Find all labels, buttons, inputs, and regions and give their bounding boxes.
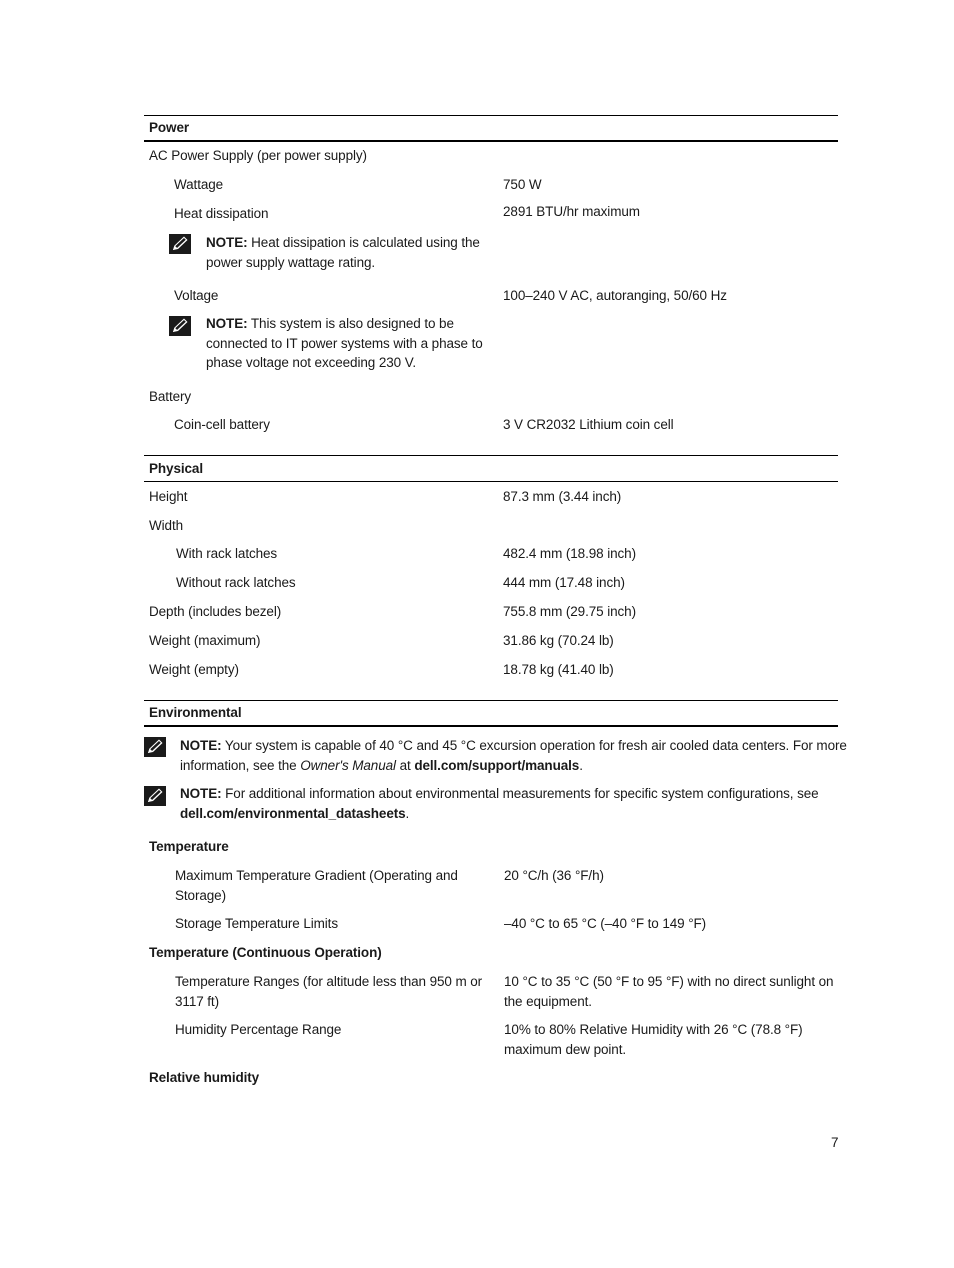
- note-text-at: at: [395, 757, 415, 773]
- wattage-label: Wattage: [174, 177, 224, 192]
- note-text-end: .: [579, 757, 583, 773]
- storage-limits-value: –40 °C to 65 °C (–40 °F to 149 °F): [504, 916, 707, 931]
- note-prefix: NOTE:: [206, 235, 248, 250]
- note-prefix: NOTE:: [180, 786, 222, 801]
- battery-label: Battery: [149, 389, 192, 404]
- note-text-line1: This system is also designed to be: [247, 316, 454, 331]
- wattage-value: 750 W: [503, 177, 542, 192]
- weight-max-value: 31.86 kg (70.24 lb): [503, 633, 614, 648]
- note-pencil-icon: [144, 737, 166, 757]
- voltage-label: Voltage: [174, 288, 219, 303]
- note-voltage: [206, 314, 483, 373]
- note-pencil-icon: [169, 316, 191, 336]
- power-heading: Power: [149, 120, 190, 135]
- note-text-line2: information, see the: [180, 757, 301, 773]
- gradient-label-line2: Storage): [175, 887, 226, 903]
- ranges-value-line2: the equipment.: [504, 993, 592, 1009]
- note-excursion: [180, 736, 847, 775]
- section-heading-rule: [144, 725, 838, 727]
- environmental-heading: Environmental: [149, 705, 242, 720]
- section-top-rule: [144, 115, 838, 116]
- depth-value: 755.8 mm (29.75 inch): [503, 604, 636, 619]
- temperature-heading: Temperature: [149, 839, 229, 854]
- weight-empty-value: 18.78 kg (41.40 lb): [503, 662, 614, 677]
- heat-label: Heat dissipation: [174, 206, 269, 221]
- relative-humidity-heading: Relative humidity: [149, 1070, 260, 1085]
- ranges-label-line2: 3117 ft): [175, 993, 219, 1009]
- note-pencil-icon: [144, 786, 166, 806]
- note-text-line1: Heat dissipation is calculated using the: [247, 235, 480, 250]
- without-latches-value: 444 mm (17.48 inch): [503, 575, 625, 590]
- gradient-value: 20 °C/h (36 °F/h): [504, 868, 604, 883]
- humidity-value-line2: maximum dew point.: [504, 1041, 626, 1057]
- temperature-ranges-value: [504, 972, 833, 1011]
- humidity-range-label: Humidity Percentage Range: [175, 1022, 342, 1037]
- note-text-line2: power supply wattage rating.: [206, 254, 376, 270]
- note-text-line3: phase voltage not exceeding 230 V.: [206, 355, 417, 370]
- height-label: Height: [149, 489, 188, 504]
- weight-empty-label: Weight (empty): [149, 662, 239, 677]
- section-top-rule: [144, 700, 838, 701]
- voltage-value: 100–240 V AC, autoranging, 50/60 Hz: [503, 288, 727, 303]
- humidity-value-line1: 10% to 80% Relative Humidity with 26 °C (78.8 °F): [504, 1022, 803, 1037]
- note-prefix: NOTE:: [206, 316, 248, 331]
- depth-label: Depth (includes bezel): [149, 604, 282, 619]
- height-value: 87.3 mm (3.44 inch): [503, 489, 622, 504]
- ac-supply-label: AC Power Supply (per power supply): [149, 148, 367, 163]
- owners-manual-title: Owner's Manual: [300, 757, 396, 773]
- note-text-end: .: [405, 805, 410, 821]
- heat-value: 2891 BTU/hr maximum: [503, 204, 640, 219]
- gradient-label: [175, 866, 458, 905]
- ranges-value-line1: 10 °C to 35 °C (50 °F to 95 °F) with no direct sunlight on: [504, 974, 834, 989]
- coin-cell-value: 3 V CR2032 Lithium coin cell: [503, 417, 674, 432]
- section-heading-rule: [144, 140, 838, 142]
- without-latches-label: Without rack latches: [176, 575, 296, 590]
- note-text-line2: connected to IT power systems with a phase to: [206, 335, 483, 351]
- note-text-line1: Your system is capable of 40 °C and 45 °C excursion operation for fresh air cooled data centers. For more: [221, 738, 847, 753]
- coin-cell-label: Coin-cell battery: [174, 417, 270, 432]
- support-manuals-link[interactable]: dell.com/support/manuals: [414, 757, 580, 773]
- gradient-label-line1: Maximum Temperature Gradient (Operating and: [175, 868, 458, 883]
- with-latches-value: 482.4 mm (18.98 inch): [503, 546, 636, 561]
- note-datasheets: [180, 784, 819, 823]
- note-heat: [206, 233, 480, 272]
- section-top-rule: [144, 455, 838, 456]
- environmental-datasheets-link[interactable]: dell.com/environmental_datasheets: [180, 805, 406, 821]
- continuous-operation-heading: Temperature (Continuous Operation): [149, 945, 382, 960]
- note-text-line1: For additional information about environmental measurements for specific system configurations, see: [221, 786, 819, 801]
- physical-heading: Physical: [149, 461, 203, 476]
- page-number: 7: [831, 1135, 839, 1150]
- with-latches-label: With rack latches: [176, 546, 278, 561]
- note-pencil-icon: [169, 234, 191, 254]
- width-label: Width: [149, 518, 184, 533]
- storage-limits-label: Storage Temperature Limits: [175, 916, 338, 931]
- temperature-ranges-label: [175, 972, 482, 1011]
- humidity-range-value: [504, 1020, 803, 1059]
- section-heading-rule: [144, 481, 838, 482]
- weight-max-label: Weight (maximum): [149, 633, 261, 648]
- ranges-label-line1: Temperature Ranges (for altitude less than 950 m or: [175, 974, 483, 989]
- note-prefix: NOTE:: [180, 738, 222, 753]
